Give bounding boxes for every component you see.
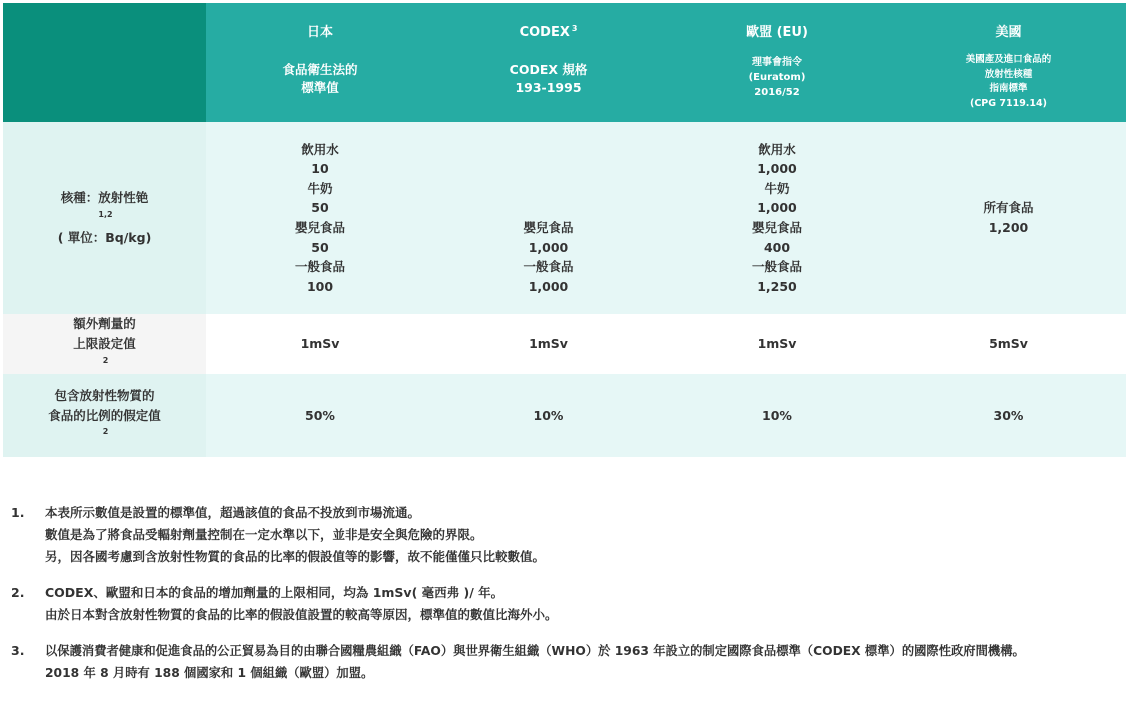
row-label-dose-limit: 額外劑量的 上限設定值 $^2$ [3,314,206,374]
table-cell: 10% [434,374,663,457]
table-cell: 飲用水 10 牛奶 50 嬰兒食品 50 一般食品 100 [206,122,434,314]
table-cell: 飲用水 1,000 牛奶 1,000 嬰兒食品 400 一般食品 1,250 [663,122,891,314]
footnote-text: 以保護消費者健康和促進食品的公正貿易為目的由聯合國糧農組織（FAO）與世界衛生組織（WHO）於 1963 年設立的制定國際食品標準（CODEX 標準）的國際性政府間機構。 2018 年 8 月時有 188 個國家和 1 個組織（歐盟）加盟。 [45,644,1025,680]
table-cell: 所有食品 1,200 [891,122,1126,314]
footnote [0,502,1128,568]
footnote [0,582,1128,626]
column-header-eu [663,3,891,122]
footnotes [0,502,1128,698]
column-header-sub: CODEX 規格 193-1995 [509,62,588,95]
column-header-name: 歐盟 (EU) [746,25,808,40]
row-label-radioactive-cesium: 核種：放射性铯 $^{1,2}$ ( 單位：Bq/kg) [3,122,206,314]
table-cell: 1mSv [206,314,434,374]
column-header-name: 日本 [306,25,333,40]
column-header-name: 美國 [995,25,1022,40]
footnote-number: 3. [11,643,25,658]
footnote [0,640,1128,684]
table-cell: 50% [206,374,434,457]
column-header-sub: 食品衛生法的 標準值 [282,62,358,95]
column-header-name: CODEX $^3$ [519,23,578,40]
column-header-sub: 理事會指令 (Euratom) 2016/52 [748,57,806,98]
table-cell: 嬰兒食品 1,000 一般食品 1,000 [434,122,663,314]
table-corner [3,3,206,122]
column-header-sub: 美國產及進口食品的 放射性核種 指南標準 (CPG 7119.14) [965,54,1052,109]
table-cell: 5mSv [891,314,1126,374]
column-header-japan [206,3,434,122]
table-cell: 1mSv [663,314,891,374]
footnote-text: CODEX、歐盟和日本的食品的增加劑量的上限相同，均為 1mSv( 毫西弗 )/ 年。 由於日本對含放射性物質的食品的比率的假設值設置的較高等原因，標準值的數值比海外小。 [45,585,558,622]
footnote-text: 本表所示數值是設置的標準值，超過該值的食品不投放到市場流通。 數值是為了將食品受輻射劑量控制在一定水準以下，並非是安全與危險的界限。 另，因各國考慮到含放射性物質的食品的比率的假設值等的影響，故不能僅僅只比較數值。 [45,505,546,564]
footnote-number: 1. [11,505,25,520]
table-cell: 30% [891,374,1126,457]
standards-table [3,3,1126,457]
column-header-codex [434,3,663,122]
table-cell: 10% [663,374,891,457]
footnote-number: 2. [11,585,25,600]
table-cell: 1mSv [434,314,663,374]
column-header-usa [891,3,1126,122]
row-label-contaminated-ratio: 包含放射性物質的 食品的比例的假定值 $^2$ [3,374,206,457]
